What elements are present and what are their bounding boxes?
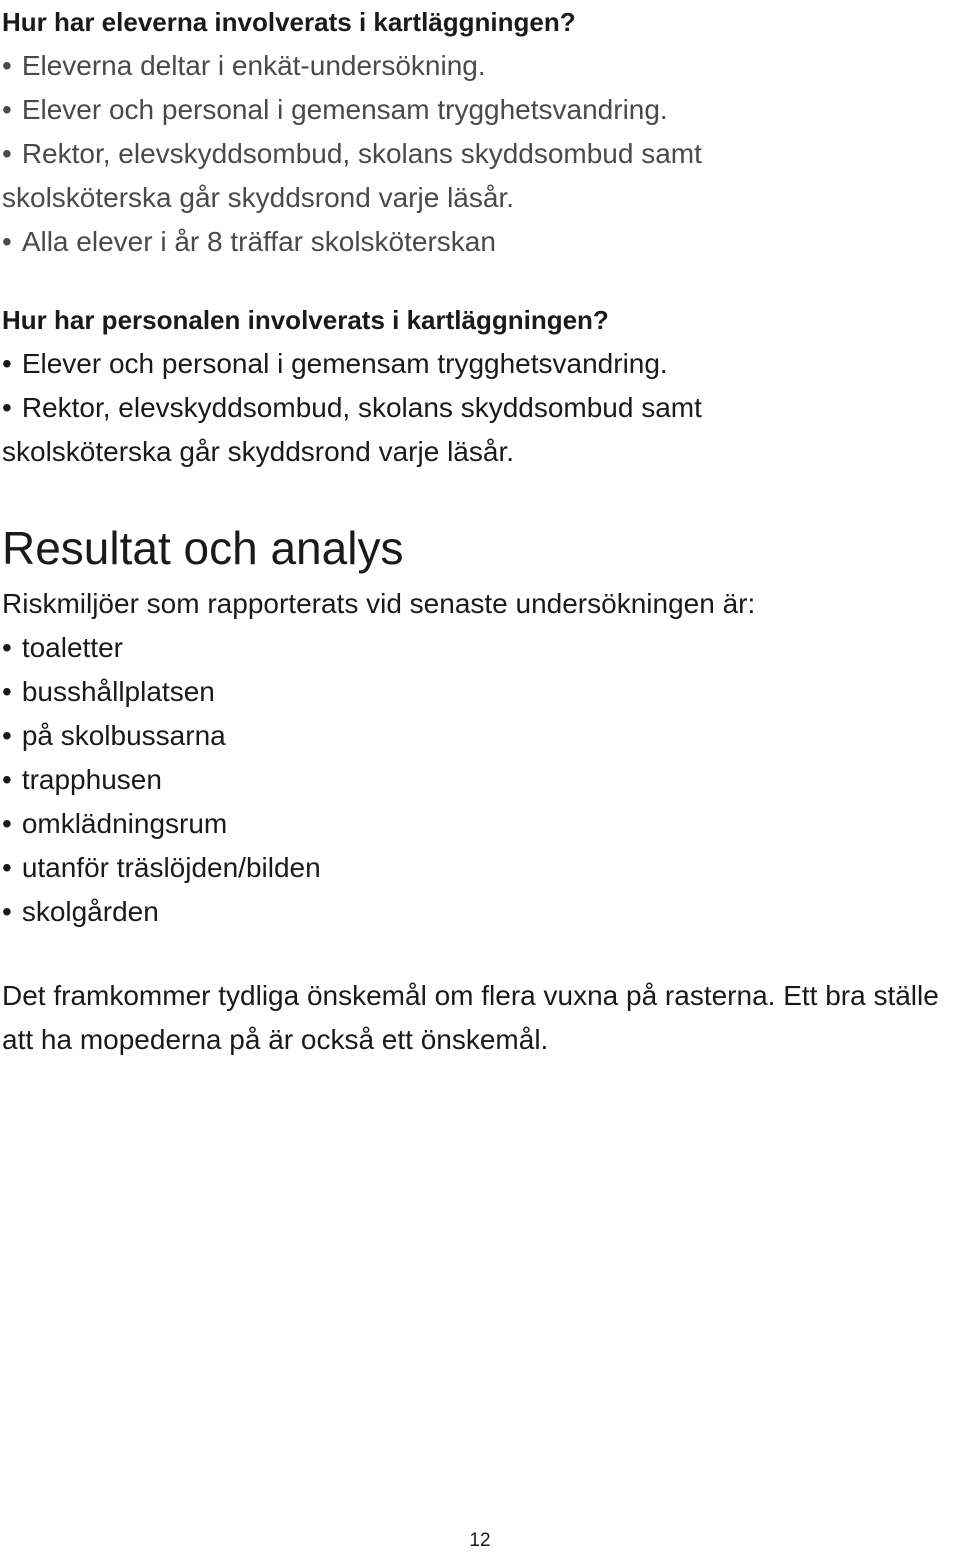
section-heading: Hur har eleverna involverats i kartläggningen?	[2, 7, 576, 37]
section-results	[2, 520, 960, 934]
page-number: 12	[469, 1530, 491, 1551]
list-item: • busshållplatsen	[2, 670, 960, 714]
results-lead: Riskmiljöer som rapporterats vid senaste undersökningen är:	[2, 588, 756, 619]
list-item: • Elever och personal i gemensam trygghetsvandring.	[2, 88, 960, 132]
list-item: • utanför träslöjden/bilden	[2, 846, 960, 890]
results-paragraph: Det framkommer tydliga önskemål om flera vuxna på rasterna. Ett bra ställe att ha mopederna på är också ett önskemål.	[2, 980, 939, 1055]
list-item: • trapphusen	[2, 758, 960, 802]
list-item-continuation: skolsköterska går skyddsrond varje läsår.	[2, 182, 514, 213]
list-item: • omklädningsrum	[2, 802, 960, 846]
section-staff-involvement	[2, 298, 960, 474]
list-item: • Rektor, elevskyddsombud, skolans skyddsombud samt	[2, 132, 960, 176]
section-students-involvement	[2, 0, 960, 264]
list-item: • Rektor, elevskyddsombud, skolans skyddsombud samt	[2, 386, 960, 430]
section-heading: Hur har personalen involverats i kartläggningen?	[2, 305, 609, 335]
results-paragraph-block	[2, 974, 950, 1062]
list-item: • på skolbussarna	[2, 714, 960, 758]
list-item: • Alla elever i år 8 träffar skolsköterskan	[2, 220, 960, 264]
list-item: • skolgården	[2, 890, 960, 934]
list-item: • Eleverna deltar i enkät-undersökning.	[2, 44, 960, 88]
results-title: Resultat och analys	[2, 522, 404, 574]
risk-environments-list	[2, 626, 960, 934]
list-item: • Elever och personal i gemensam trygghetsvandring.	[2, 342, 960, 386]
list-item-continuation: skolsköterska går skyddsrond varje läsår.	[2, 436, 514, 467]
list-item: • toaletter	[2, 626, 960, 670]
